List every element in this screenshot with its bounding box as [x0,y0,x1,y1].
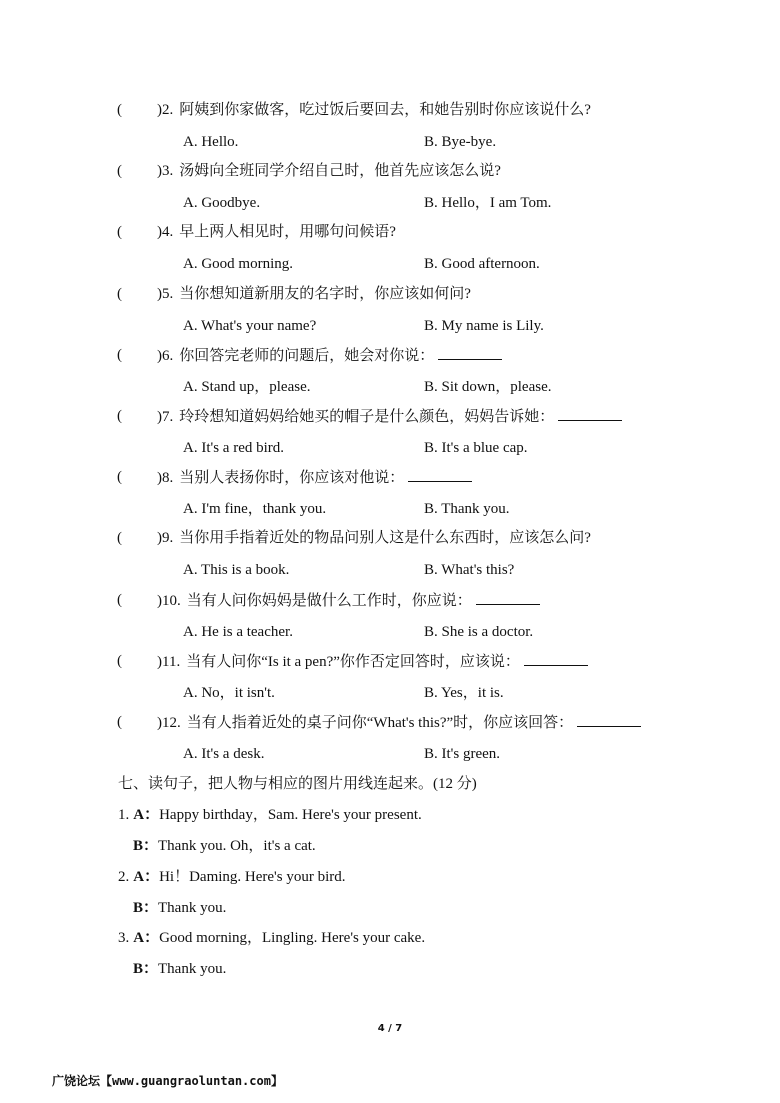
paren-open: ( [117,286,122,302]
question-text [157,467,472,488]
answer-blank[interactable] [476,590,540,605]
paren-open: ( [117,714,122,730]
option-a: A. What's your name? [183,318,317,334]
question-number: )11. [157,654,181,670]
paren-open: ( [117,102,122,118]
paren-open: ( [117,653,122,669]
question-number: )12. [157,715,181,731]
speaker-a-text: Happy birthday，Sam. Here's your present. [159,807,422,823]
option-a: A. Hello. [183,134,239,150]
footer-brand-end: 】 [270,1074,283,1088]
question-number: )9. [157,530,174,546]
footer-url[interactable]: www.guangraoluntan.com [112,1074,271,1088]
option-b: B. It's green. [424,746,501,762]
paren-open: ( [117,592,122,608]
site-footer [52,1072,283,1089]
answer-blank[interactable] [438,345,502,360]
speaker-a: A： [133,869,160,885]
paren-open: ( [117,469,122,485]
question-prompt: 当有人问你“Is it a pen?”你作否定回答时，应该说： [186,654,520,670]
question-text [157,100,591,120]
paren-open: ( [117,347,122,363]
dialogue-line-a [118,928,425,948]
speaker-a: A： [133,807,160,823]
question-text [157,651,588,672]
question-prompt: 当有人指着近处的桌子问你“What's this?”时，你应该回答： [186,715,574,731]
question-number: )2. [157,102,174,118]
option-b: B. Hello，I am Tom. [424,195,552,211]
option-b: B. Thank you. [424,501,510,517]
option-b: B. My name is Lily. [424,318,544,334]
option-a: A. This is a book. [183,562,290,578]
option-b: B. She is a doctor. [424,624,534,640]
option-a: A. Stand up，please. [183,379,311,395]
speaker-b-text: Thank you. [158,900,227,916]
question-number: )10. [157,593,181,609]
speaker-b-text: Thank you. Oh，it's a cat. [158,838,316,854]
option-a: A. Goodbye. [183,195,261,211]
speaker-b-text: Thank you. [158,961,227,977]
question-text [157,590,540,611]
question-prompt: 汤姆向全班同学介绍自己时，他首先应该怎么说? [179,163,501,179]
question-text [157,222,396,242]
question-number: )6. [157,348,174,364]
dialogue-number: 2. [118,869,130,885]
speaker-a-text: Hi！Daming. Here's your bird. [159,869,346,885]
question-prompt: 当你用手指着近处的物品问别人这是什么东西时，应该怎么问? [179,530,591,546]
question-text [157,528,591,548]
question-number: )3. [157,163,174,179]
dialogue-line-a [118,867,346,887]
paren-open: ( [117,408,122,424]
page-number: 4 / 7 [377,1023,403,1034]
dialogue-number: 3. [118,930,130,946]
paren-open: ( [117,224,122,240]
answer-blank[interactable] [408,467,472,482]
option-a: A. Good morning. [183,256,293,272]
option-b: B. It's a blue cap. [424,440,528,456]
question-text [157,712,641,733]
option-a: A. It's a desk. [183,746,265,762]
question-number: )7. [157,409,174,425]
question-prompt: 阿姨到你家做客，吃过饭后要回去，和她告别时你应该说什么? [179,102,591,118]
question-prompt: 当别人表扬你时，你应该对他说： [179,470,405,486]
option-b: B. Good afternoon. [424,256,540,272]
question-prompt: 早上两人相见时，用哪句问候语? [179,224,396,240]
question-prompt: 玲玲想知道妈妈给她买的帽子是什么颜色，妈妈告诉她： [179,409,555,425]
speaker-b: B： [133,900,159,916]
answer-blank[interactable] [558,406,622,421]
speaker-a-text: Good morning，Lingling. Here's your cake. [159,930,426,946]
dialogue-line-b [133,836,316,856]
question-text [157,345,502,366]
option-b: B. Bye-bye. [424,134,497,150]
option-b: B. Sit down，please. [424,379,552,395]
question-text [157,161,501,181]
question-prompt: 当有人问你妈妈是做什么工作时，你应说： [186,593,472,609]
question-number: )5. [157,286,174,302]
answer-blank[interactable] [524,651,588,666]
dialogue-number: 1. [118,807,130,823]
speaker-b: B： [133,838,159,854]
speaker-b: B： [133,961,159,977]
option-a: A. It's a red bird. [183,440,285,456]
option-a: A. He is a teacher. [183,624,293,640]
option-a: A. I'm fine，thank you. [183,501,327,517]
paren-open: ( [117,530,122,546]
answer-blank[interactable] [577,712,641,727]
option-a: A. No，it isn't. [183,685,275,701]
dialogue-line-a [118,805,422,825]
option-b: B. Yes，it is. [424,685,504,701]
question-text [157,406,622,427]
option-b: B. What's this? [424,562,515,578]
dialogue-line-b [133,959,226,979]
question-number: )8. [157,470,174,486]
question-text [157,284,471,304]
paren-open: ( [117,163,122,179]
footer-brand: 广饶论坛【 [52,1074,113,1088]
question-number: )4. [157,224,174,240]
dialogue-line-b [133,898,226,918]
section-7-title: 七、读句子，把人物与相应的图片用线连起来。(12 分) [118,776,477,792]
speaker-a: A： [133,930,160,946]
question-prompt: 当你想知道新朋友的名字时，你应该如何问? [179,286,471,302]
question-prompt: 你回答完老师的问题后，她会对你说： [179,348,435,364]
